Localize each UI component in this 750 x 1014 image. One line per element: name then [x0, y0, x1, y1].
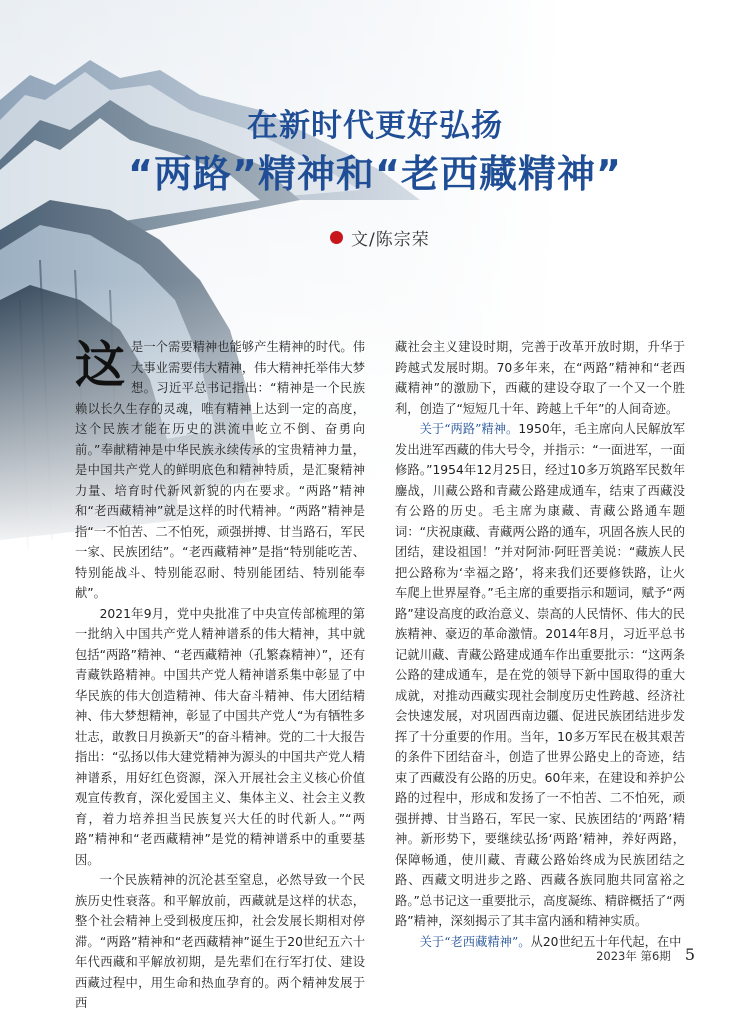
title-line-1: 在新时代更好弘扬 [247, 108, 503, 144]
paragraph-3: 一个民族精神的沉沦甚至窒息，必然导致一个民族历史性衰落。和平解放前，西藏就是这样的状态，整个社会精神上受到极度压抑，社会发展长期相对停滞。“两路”精神和“老西藏精神”诞生于20世纪五六十年代西藏和平解放初期，是先辈们在行军打仗、建设西藏过程中，用生命和热血孕育的。两个精神发展于西 [75, 873, 365, 1010]
title-line-2: “两路”精神和“老西藏精神” [128, 152, 622, 196]
issue-label: 2023年 第6期 [596, 949, 671, 963]
paragraph-1-text: 是一个需要精神也能够产生精神的时代。伟大事业需要伟大精神，伟大精神托举伟大梦想。习近平总书记指出：“精神是一个民族赖以长久生存的灵魂，唯有精神上达到一定的高度，这个民族才能在历史的洪流中屹立不倒、奋勇向前。”奉献精神是中华民族永续传承的宝贵精神力量，是中国共产党人的鲜明底色和精神特质，是汇聚精神力量、培育时代新风新貌的内在要求。“两路”精神和“老西藏精神”就是这样的时代精神。“两路”精神是指“一不怕苦、二不怕死，顽强拼搏、甘当路石，军民一家、民族团结”。“老西藏精神”是指“特别能吃苦、特别能战斗、特别能忍耐、特别能团结、特别能奉献”。 [75, 340, 365, 600]
dropcap: 这 [75, 335, 125, 394]
paragraph-4 [395, 419, 685, 932]
left-column [75, 337, 365, 1014]
paragraph-1 [75, 337, 365, 604]
subhead-old-tibet: 关于“老西藏精神”。 [419, 934, 531, 949]
paragraph-3-continued: 藏社会主义建设时期，完善于改革开放时期，升华于跨越式发展时期。70多年来，在“两路”精神和“老西藏精神”的激励下，西藏的建设夺取了一个又一个胜利，创造了“短短几十年、跨越上千年”的人间奇迹。 [395, 340, 685, 416]
red-dot-icon [330, 231, 343, 244]
subhead-two-roads: 关于“两路”精神。 [419, 422, 519, 436]
paragraph-4-text: 1950年，毛主席向人民解放军发出进军西藏的伟大号令，并指示：“一面进军，一面修路。”1954年12月25日，经过10多万筑路军民数年鏖战，川藏公路和青藏公路建成通车，结束了西藏没有公路的历史。毛主席为康藏、青藏公路通车题词：“庆祝康藏、青藏两公路的通车，巩固各族人民的团结，建设祖国！”并对阿沛·阿旺晋美说：“藏族人民把公路称为‘幸福之路’，将来我们还要修铁路，让火车爬上世界屋脊。”毛主席的重要指示和题词，赋予“两路”建设高度的政治意义、崇高的人民情怀、伟大的民族精神、豪迈的革命激情。2014年8月，习近平总书记就川藏、青藏公路建成通车作出重要批示：“这两条公路的建成通车，是在党的领导下新中国取得的重大成就，对推动西藏实现社会制度历史性跨越、经济社会快速发展，对巩固西南边疆、促进民族团结进步发挥了十分重要的作用。当年，10多万军民在极其艰苦的条件下团结奋斗，创造了世界公路史上的奇迹，结束了西藏没有公路的历史。60年来，在建设和养护公路的过程中，形成和发扬了一不怕苦、二不怕死，顽强拼搏、甘当路石，军民一家、民族团结的‘两路’精神。新形势下，要继续弘扬‘两路’精神，养好两路，保障畅通，使川藏、青藏公路始终成为民族团结之路、西藏文明进步之路、西藏各族同胞共同富裕之路。”总书记这一重要批示，高度凝练、精辟概括了“两路”精神，深刻揭示了其丰富内涵和精神实质。 [395, 422, 686, 928]
paragraph-5-text: 从20世纪五十年代起，在中 [530, 934, 682, 949]
article-title [0, 104, 750, 200]
author: 文/陈宗荣 [351, 229, 430, 250]
byline [330, 225, 430, 249]
right-column [395, 337, 685, 952]
page-footer [596, 945, 695, 964]
paragraph-2: 2021年9月，党中央批准了中央宣传部梳理的第一批纳入中国共产党人精神谱系的伟大精神，其中就包括“两路”精神、“老西藏精神（孔繁森精神）”，还有青藏铁路精神。中国共产党人精神谱系集中彰显了中华民族的伟大创造精神、伟大奋斗精神、伟大团结精神、伟大梦想精神，彰显了中国共产党人“为有牺牲多壮志，敢教日月换新天”的奋斗精神。党的二十大报告指出：“弘扬以伟大建党精神为源头的中国共产党人精神谱系，用好红色资源，深入开展社会主义核心价值观宣传教育，深化爱国主义、集体主义、社会主义教育，着力培养担当民族复兴大任的时代新人。”“两路”精神和“老西藏精神”是党的精神谱系中的重要基因。 [75, 606, 365, 867]
page-number: 5 [684, 945, 695, 964]
